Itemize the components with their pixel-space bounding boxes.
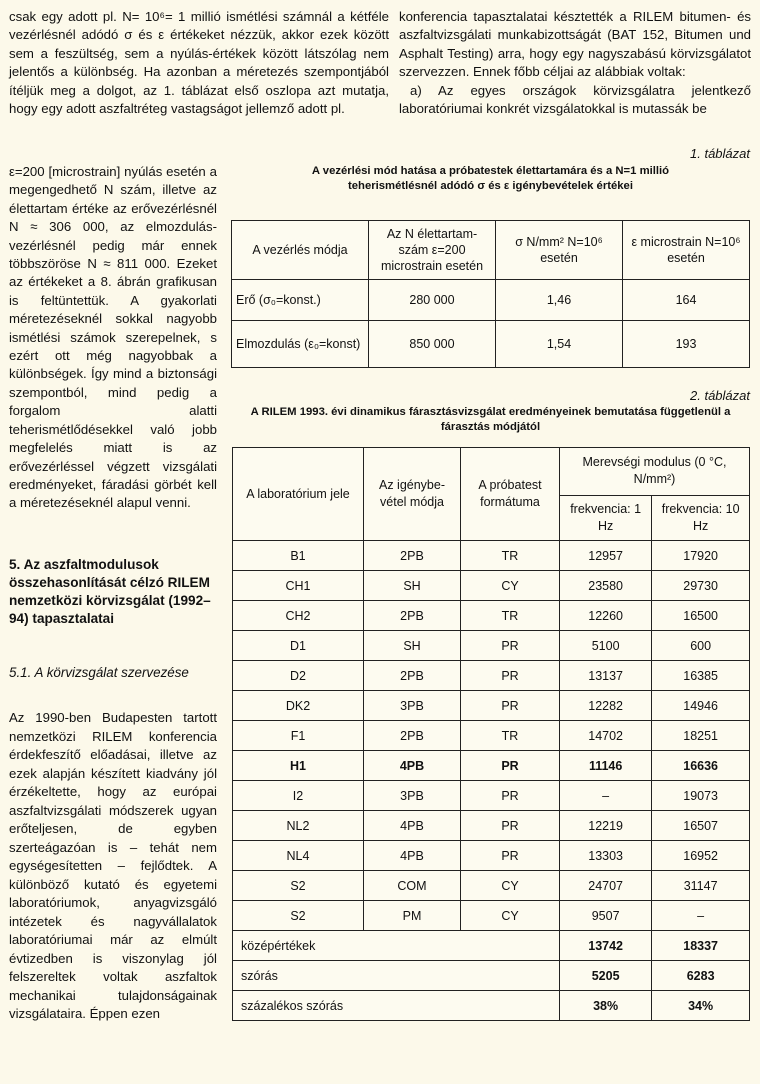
table2-cell: 3PB [364, 691, 461, 721]
table1-cell: Elmozdulás (ε₀=konst) [232, 321, 369, 368]
table2-cell: 24707 [560, 871, 652, 901]
table2-cell: CH2 [233, 601, 364, 631]
table2-cell: 16500 [652, 601, 750, 631]
table1-title: A vezérlési mód hatása a próbatestek élettartamára és a N=1 millió teherismétlésnél adódó σ és ε igénybevételek értékei [311, 165, 670, 192]
table2-number: 2. táblázat [690, 388, 750, 403]
table1-number: 1. táblázat [690, 146, 750, 161]
right-list-item: a) Az egyes országok körvizsgálatra jelentkező laboratóriumai konkrét vizsgálatokkal is mutassák be [399, 82, 751, 117]
summary-value: 34% [652, 991, 750, 1021]
table2-cell: 19073 [652, 781, 750, 811]
table-row [233, 541, 750, 571]
table2-title: A RILEM 1993. évi dinamikus fárasztásvizsgálat eredményeinek bemutatása függetlenül a fárasztás módjától [250, 406, 731, 433]
left-column-intro [9, 8, 389, 118]
intro-paragraph: csak egy adott pl. N= 10⁶= 1 millió ismétlési számnál a kétféle vezérlésnél adódó σ és ε értékeket nézzük, akkor ezek között sem a feszültség, sem a nyúlás-értékek között látszólag nem jelentős a különbség. Ha azonban a méretezés szempontjából ítéljük meg a dolgot, az 1. táblázat első oszlopa azt mutatja, hogy egy adott aszfaltréteg vastagságot jellemző adott pl. [9, 9, 389, 117]
table-row [233, 751, 750, 781]
table2-cell: NL2 [233, 811, 364, 841]
table2-header: Az igénybe-vétel módja [364, 448, 461, 541]
table2-cell: 18251 [652, 721, 750, 751]
table2-cell: 16507 [652, 811, 750, 841]
table2-cell: 5100 [560, 631, 652, 661]
table2-caption [231, 388, 750, 434]
table2-cell: 2PB [364, 661, 461, 691]
section-body: Az 1990-ben Budapesten tartott nemzetközi RILEM konferencia érdekfeszítő előadásai, illetve az ezek alapján készített kiadvány jól érzékeltette, hogy az európai aszfaltvizsgálati módszerek ugyan erőteljesen, de egyben szerteágazóan is – tehát nem egységesítetten – fejlődtek. A különböző kutató és egyetemi laboratóriumok, anyagvizsgáló intézetek és nagyvállalatok laboratóriumai már az elmúlt évtizedben is viszonylag jól felszereltek voltak aszfaltok mechanikai tulajdonságainak vizsgálataira. Éppen ezen [9, 710, 217, 1021]
table2-cell: 23580 [560, 571, 652, 601]
table2-cell: 14946 [652, 691, 750, 721]
table2-cell: 16385 [652, 661, 750, 691]
table2-cell: TR [461, 541, 560, 571]
table1-header: ε microstrain N=10⁶ esetén [623, 221, 750, 280]
table2-cell: SH [364, 571, 461, 601]
table2-cell: S2 [233, 901, 364, 931]
table1-cell: 280 000 [369, 280, 496, 321]
table-row [233, 661, 750, 691]
table1-cell: 193 [623, 321, 750, 368]
table2-cell: 16636 [652, 751, 750, 781]
table-row [233, 691, 750, 721]
table2-cell: 12219 [560, 811, 652, 841]
table2-cell: B1 [233, 541, 364, 571]
table2-cell: PR [461, 691, 560, 721]
table-row [233, 631, 750, 661]
body-paragraph: ε=200 [microstrain] nyúlás esetén a megengedhető N szám, illetve az élettartam értéke az erővezérlésnél N ≈ 306 000, az elmozdulás-vezérlésnél pedig már ennek többszöröse N ≈ 811 000. Ezeket az értékeket a 8. ábrán grafikusan is feltüntettük. A gyakorlati méretezéseknél sokkal nagyobb ismétlési számok szerepelnek, s ezért ott még nagyobbak a különbségek. Így mind a biztonsági szempontból, mind pedig a forgalom alatti teherismétlődésekkel való jobb megfelelés miatt is az erővezérléssel végzett vizsgálati eredményeket, fáradási görbét kell a méretezéseknél alapul venni. [9, 164, 217, 511]
table2-header: A próbatest formátuma [461, 448, 560, 541]
summary-value: 13742 [560, 931, 652, 961]
table2-cell: 13303 [560, 841, 652, 871]
table2-cell: F1 [233, 721, 364, 751]
table2-cell: 4PB [364, 751, 461, 781]
table-row [233, 871, 750, 901]
table2-cell: 31147 [652, 871, 750, 901]
summary-label: százalékos szórás [233, 991, 560, 1021]
table2-cell: I2 [233, 781, 364, 811]
table-row [233, 781, 750, 811]
table1-cell: Erő (σ₀=konst.) [232, 280, 369, 321]
table2-cell: 14702 [560, 721, 652, 751]
right-column-text [399, 8, 751, 118]
table2-header: Merevségi modulus (0 °C, N/mm²) [560, 448, 750, 496]
section-heading: 5. Az aszfaltmodulusok összehasonlítását célzó RILEM nemzetközi körvizsgálat (1992–94) tapasztalatai [9, 557, 211, 626]
table2-cell: PR [461, 841, 560, 871]
table2-cell: 12282 [560, 691, 652, 721]
table1-header: A vezérlés módja [232, 221, 369, 280]
right-paragraph: konferencia tapasztalatai késztették a RILEM bitumen- és aszfaltvizsgálati munkabizottságát (BAT 152, Bitumen und Asphalt Testing) arra, hogy egy nagyszabású körvizsgálatot szervezzen. Ennek főbb céljai az alábbiak voltak: [399, 9, 751, 80]
table2-cell: 12957 [560, 541, 652, 571]
table1-header-row [232, 221, 750, 280]
table2-cell: PR [461, 631, 560, 661]
table-row [233, 811, 750, 841]
table2-cell: TR [461, 721, 560, 751]
table2-cell: 17920 [652, 541, 750, 571]
summary-value: 18337 [652, 931, 750, 961]
table1-header: Az N élettartam-szám ε=200 microstrain esetén [369, 221, 496, 280]
table2-cell: 16952 [652, 841, 750, 871]
table2-header-row [233, 448, 750, 496]
table2-cell: 13137 [560, 661, 652, 691]
table-row [232, 321, 750, 368]
table2-cell: CY [461, 871, 560, 901]
left-column-text [9, 163, 217, 513]
table2-cell: D1 [233, 631, 364, 661]
table2-cell: PR [461, 661, 560, 691]
table2-cell: CY [461, 571, 560, 601]
table2-header: frekvencia: 10 Hz [652, 495, 750, 541]
table2-cell: 2PB [364, 721, 461, 751]
table2-cell: 3PB [364, 781, 461, 811]
table2-cell: 12260 [560, 601, 652, 631]
summary-row [233, 931, 750, 961]
table2-cell: D2 [233, 661, 364, 691]
table1-cell: 850 000 [369, 321, 496, 368]
table2-cell: PR [461, 811, 560, 841]
summary-value: 38% [560, 991, 652, 1021]
table1-cell: 164 [623, 280, 750, 321]
table2-cell: TR [461, 601, 560, 631]
table2-cell: 2PB [364, 541, 461, 571]
table1-caption [231, 146, 750, 193]
table2-cell: 11146 [560, 751, 652, 781]
table2-cell: 29730 [652, 571, 750, 601]
table2-cell: 2PB [364, 601, 461, 631]
summary-value: 5205 [560, 961, 652, 991]
table-row [232, 280, 750, 321]
table2-cell: CH1 [233, 571, 364, 601]
table2-cell: PR [461, 751, 560, 781]
table1-header: σ N/mm² N=10⁶ esetén [496, 221, 623, 280]
table2-body [233, 541, 750, 1021]
table-row [233, 721, 750, 751]
summary-label: szórás [233, 961, 560, 991]
table-row [233, 901, 750, 931]
table2-cell: PM [364, 901, 461, 931]
table2-cell: NL4 [233, 841, 364, 871]
table2-cell: S2 [233, 871, 364, 901]
table-row [233, 601, 750, 631]
table2-header: frekvencia: 1 Hz [560, 495, 652, 541]
table2-cell: 4PB [364, 841, 461, 871]
summary-value: 6283 [652, 961, 750, 991]
section-subheading: 5.1. A körvizsgálat szervezése [9, 665, 189, 680]
table2-header: A laboratórium jele [233, 448, 364, 541]
summary-row [233, 961, 750, 991]
summary-row [233, 991, 750, 1021]
table2-cell: PR [461, 781, 560, 811]
table2-cell: 9507 [560, 901, 652, 931]
summary-label: középértékek [233, 931, 560, 961]
table1-cell: 1,46 [496, 280, 623, 321]
table2-cell: – [560, 781, 652, 811]
table2-cell: H1 [233, 751, 364, 781]
table1 [231, 220, 750, 368]
table2-cell: 600 [652, 631, 750, 661]
table2 [232, 447, 750, 1021]
table2-cell: – [652, 901, 750, 931]
table-row [233, 841, 750, 871]
table2-cell: SH [364, 631, 461, 661]
table2-cell: CY [461, 901, 560, 931]
table2-cell: 4PB [364, 811, 461, 841]
table-row [233, 571, 750, 601]
table1-cell: 1,54 [496, 321, 623, 368]
table2-cell: DK2 [233, 691, 364, 721]
table2-cell: COM [364, 871, 461, 901]
